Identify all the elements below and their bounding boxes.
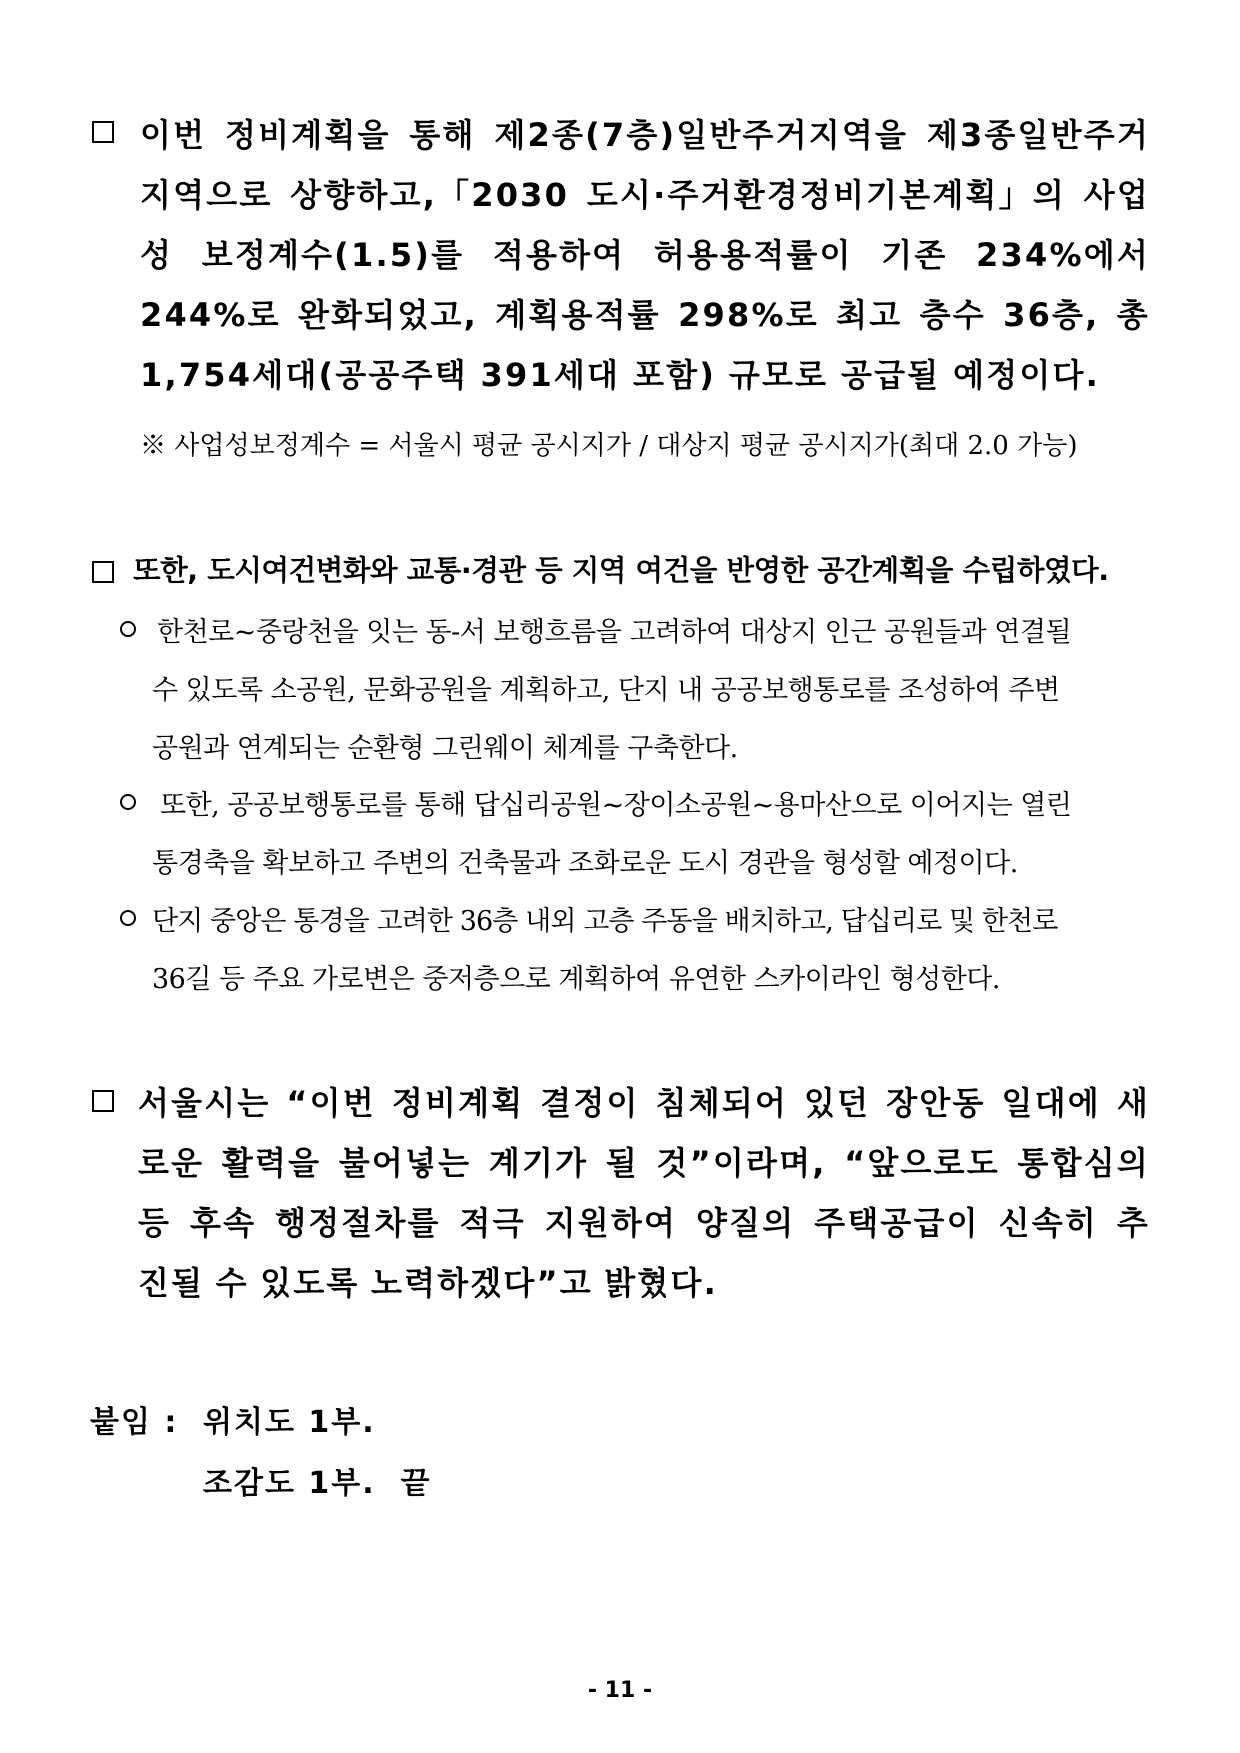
attachment-item: 조감도 1부. 끝 [203,1466,432,1501]
checkbox-square-bullet [92,561,114,583]
para2-item1-line-1: 한천로~중랑천을 잇는 동-서 보행흐름을 고려하여 대상지 인근 공원들과 연결될 [157,617,1072,648]
para1-line-4: 244%로 완화되었고, 계획용적률 298%로 최고 층수 36층, 총 [140,296,1150,334]
para3-line-4: 진될 수 있도록 노력하겠다”고 밝혔다. [138,1264,718,1302]
para2-item3-line-2: 36길 등 주요 가로변은 중저층으로 계획하여 유연한 스카이라인 형성한다. [152,964,1000,995]
para3-line-2: 로운 활력을 불어넣는 계기가 될 것”이라며, “앞으로도 통합심의 [138,1144,1150,1182]
para2-item1-line-2: 수 있도록 소공원, 문화공원을 계획하고, 단지 내 공공보행통로를 조성하여 주변 [152,675,1060,706]
circle-bullet [120,910,136,926]
para1-line-3: 성 보정계수(1.5)를 적용하여 허용용적률이 기존 234%에서 [140,236,1150,274]
page-number: - 11 - [587,1678,653,1703]
attachment-label: 붙임 : [90,1405,179,1440]
para1-line-1: 이번 정비계획을 통해 제2종(7층)일반주거지역을 제3종일반주거 [140,116,1150,154]
para1-footnote: ※ 사업성보정계수 = 서울시 평균 공시지가 / 대상지 평균 공시지가(최대 2.0 가능) [140,431,1078,461]
circle-bullet [120,621,136,637]
para3-line-3: 등 후속 행정절차를 적극 지원하여 양질의 주택공급이 신속히 추 [138,1204,1150,1242]
checkbox-square-bullet [92,1090,114,1112]
para2-item3-line-1: 단지 중앙은 통경을 고려한 36층 내외 고층 주동을 배치하고, 답십리로 및 한천로 [152,906,1058,937]
para2-heading: 또한, 도시여건변화와 교통·경관 등 지역 여건을 반영한 공간계획을 수립하였다. [133,554,1109,587]
para3-line-1: 서울시는 “이번 정비계획 결정이 침체되어 있던 장안동 일대에 새 [138,1084,1150,1122]
checkbox-square-bullet [92,121,114,143]
para1-line-2: 지역으로 상향하고,「2030 도시·주거환경정비기본계획」의 사업 [140,176,1150,214]
para2-item1-line-3: 공원과 연계되는 순환형 그린웨이 체계를 구축한다. [152,733,738,764]
attachment-item: 위치도 1부. [203,1405,376,1440]
para1-line-5: 1,754세대(공공주택 391세대 포함) 규모로 공급될 예정이다. [140,356,1100,394]
para2-item2-line-2: 통경축을 확보하고 주변의 건축물과 조화로운 도시 경관을 형성할 예정이다. [152,848,1018,879]
para2-item2-line-1: 또한, 공공보행통로를 통해 답십리공원~장이소공원~용마산으로 이어지는 열린 [160,790,1072,821]
circle-bullet [120,794,136,810]
